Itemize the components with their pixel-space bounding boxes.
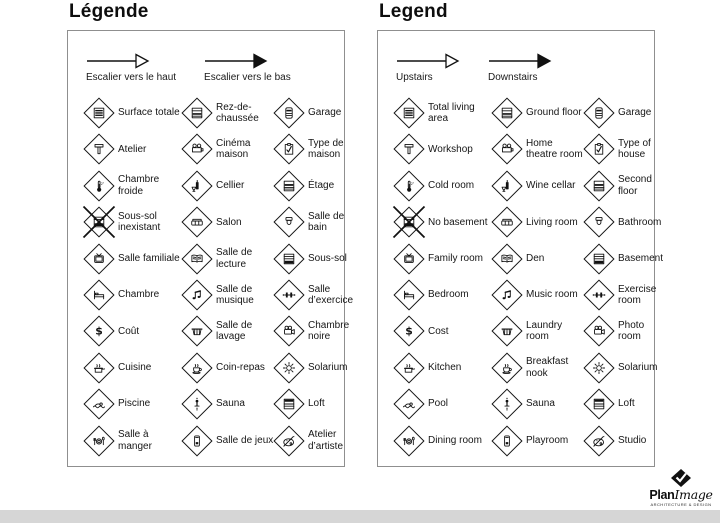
legend-item (394, 134, 492, 164)
stairs-down-key (204, 53, 291, 83)
legend-item (394, 207, 492, 237)
garage-icon (584, 98, 614, 128)
legend-item (84, 353, 182, 383)
legend-item-label: Kitchen (428, 362, 462, 374)
tv-icon (84, 244, 114, 274)
legend-item-label: Chambre froide (118, 174, 160, 197)
legend-item (584, 244, 663, 274)
legend-item (492, 244, 584, 274)
movie-camera-icon (274, 316, 304, 346)
legend-item-label: Atelier d’artiste (308, 429, 344, 452)
legend-item (584, 389, 663, 419)
legend-item-label: Chambre (118, 289, 160, 301)
panel-box-french (67, 30, 354, 467)
legend-item-label: Loft (308, 398, 325, 410)
legend-item-label: Photo room (618, 319, 645, 343)
logo-diamond-check-icon (670, 468, 692, 488)
svg-text:2°: 2° (100, 181, 105, 186)
legend-item (182, 426, 274, 456)
legend-grid (394, 95, 664, 459)
legend-item-label: Salle à manger (118, 429, 152, 452)
legend-item-label: Cost (428, 325, 449, 337)
sofa-icon (182, 207, 212, 237)
cooking-pot-icon (84, 353, 114, 383)
arrow-label: Upstairs (396, 71, 433, 83)
legend-item (84, 244, 182, 274)
legend-item (492, 389, 584, 419)
legend-item-label: Piscine (118, 398, 151, 410)
swimmer-icon (394, 389, 424, 419)
legend-item-label: Dining room (428, 434, 482, 446)
logo-word-plan: Plan (649, 488, 675, 502)
legend-item (492, 207, 584, 237)
legend-item-label: Type de maison (308, 137, 344, 161)
legend-item-label: Garage (618, 107, 652, 119)
svg-text:$: $ (405, 325, 413, 339)
legend-item (492, 426, 584, 456)
stairs-down-key (488, 53, 552, 83)
legend-item-label: Rez-de-chaussée (216, 101, 259, 125)
legend-item-label: Étage (308, 180, 335, 192)
legend-item-label: Laundry room (526, 319, 563, 343)
coffee-cup-icon (182, 353, 212, 383)
hammer-icon (394, 134, 424, 164)
wine-icon (492, 171, 522, 201)
projector-icon (492, 134, 522, 164)
legend-item (274, 353, 353, 383)
legend-item-label: Workshop (428, 143, 473, 155)
legend-item (394, 316, 492, 346)
legend-item-label: Cellier (216, 180, 245, 192)
hammer-icon (84, 134, 114, 164)
levels-mid-icon (274, 171, 304, 201)
levels-bottom-icon (274, 244, 304, 274)
sauna-person-icon (182, 389, 212, 419)
bed-icon (394, 280, 424, 310)
legend-item (394, 389, 492, 419)
legend-item (492, 134, 584, 164)
legend-item (182, 207, 274, 237)
legend-item-label: Bathroom (618, 216, 662, 228)
legend-item-label: Salle de musique (216, 283, 254, 307)
planimage-logo (647, 468, 715, 507)
legend-item (274, 389, 353, 419)
legend-item (84, 426, 182, 456)
clipboard-check-icon (274, 134, 304, 164)
legend-item-label: Type of house (618, 137, 651, 161)
legend-item-label: Exercise room (618, 283, 657, 307)
legend-item-label: Garage (308, 107, 342, 119)
legend-item (492, 280, 584, 310)
legend-item-label: Den (526, 252, 545, 264)
legend-item (584, 316, 663, 346)
legend-item (182, 353, 274, 383)
legend-item-label: Pool (428, 398, 449, 410)
logo-wordmark (647, 489, 715, 502)
plate-cutlery-icon (394, 426, 424, 456)
legend-grid (84, 95, 354, 459)
legend-item (182, 134, 274, 164)
legend-item-label: Music room (526, 289, 578, 301)
dumbbell-icon (584, 280, 614, 310)
legend-item-label: Family room (428, 252, 484, 264)
stairs-up-key (86, 53, 176, 83)
legend-item (492, 171, 584, 201)
legend-item (84, 207, 182, 237)
legend-item (584, 353, 663, 383)
coffee-cup-icon (492, 353, 522, 383)
legend-item-label: Basement (618, 252, 664, 264)
logo-word-image: Image (674, 487, 713, 502)
legend-item (84, 280, 182, 310)
legend-item-label: Coût (118, 325, 140, 337)
legend-item (182, 244, 274, 274)
levels-top-icon (584, 389, 614, 419)
legend-item-label: Cinéma maison (216, 137, 251, 161)
legend-item-label: Sauna (526, 398, 555, 410)
garage-icon (274, 98, 304, 128)
legend-item (182, 171, 274, 201)
stairs-up-key (396, 53, 460, 83)
legend-item (84, 98, 182, 128)
wine-icon (182, 171, 212, 201)
legend-item (274, 244, 353, 274)
sun-icon (584, 353, 614, 383)
arrow-label: Downstairs (488, 71, 538, 83)
arrow-key (86, 53, 336, 83)
legend-item (84, 171, 182, 201)
legend-item-label: Sous-sol (308, 252, 347, 264)
legend-item (274, 98, 353, 128)
laundry-basket-icon (492, 316, 522, 346)
legend-item-label: Second floor (618, 174, 652, 197)
legend-item (394, 171, 492, 201)
legend-item-label: Total living area (428, 101, 475, 125)
legend-item (492, 316, 584, 346)
stairs-up-arrow-icon (86, 53, 150, 69)
legend-item (584, 171, 663, 201)
legend-item-label: Solarium (618, 362, 658, 374)
toilet-icon (274, 207, 304, 237)
arrow-key (396, 53, 646, 83)
logo-tagline: ARCHITECTURE & DESIGN (650, 502, 712, 507)
legend-item (584, 134, 663, 164)
levels-low-icon (182, 98, 212, 128)
bed-icon (84, 280, 114, 310)
levels-all-icon (84, 98, 114, 128)
projector-icon (182, 134, 212, 164)
cooking-pot-icon (394, 353, 424, 383)
legend-item-label: Atelier (118, 143, 147, 155)
toilet-icon (584, 207, 614, 237)
thermometer-icon (394, 171, 424, 201)
legend-item (584, 280, 663, 310)
legend-item-label: Cuisine (118, 362, 152, 374)
legend-item (182, 98, 274, 128)
legend-item (274, 316, 353, 346)
legend-item-label: No basement (428, 216, 488, 228)
stairs-down-arrow-icon (204, 53, 268, 69)
arrow-label: Escalier vers le bas (204, 71, 291, 83)
music-notes-icon (492, 280, 522, 310)
tv-icon (394, 244, 424, 274)
legend-item (274, 171, 353, 201)
legend-item-label: Bedroom (428, 289, 469, 301)
legend-item (84, 134, 182, 164)
sun-icon (274, 353, 304, 383)
palette-icon (274, 426, 304, 456)
legend-item-label: Wine cellar (526, 180, 576, 192)
legend-item-label: Playroom (526, 434, 569, 446)
sofa-icon (492, 207, 522, 237)
legend-item-label: Salle d’exercice (308, 283, 354, 307)
legend-item (274, 207, 353, 237)
legend-item-label: Salon (216, 216, 242, 228)
legend-item-label: Surface totale (118, 107, 180, 119)
no-basement-icon (394, 207, 424, 237)
no-basement-icon (84, 207, 114, 237)
legend-item (182, 316, 274, 346)
levels-all-icon (394, 98, 424, 128)
swimmer-icon (84, 389, 114, 419)
legend-panel-french (67, 1, 354, 467)
legend-item (492, 353, 584, 383)
legend-item (394, 426, 492, 456)
dollar-icon (84, 316, 114, 346)
legend-item (584, 207, 663, 237)
panel-title-french: Légende (69, 1, 149, 22)
legend-item-label: Coin-repas (216, 362, 265, 374)
laundry-basket-icon (182, 316, 212, 346)
legend-item-label: Solarium (308, 362, 348, 374)
legend-item (182, 389, 274, 419)
arrow-label: Escalier vers le haut (86, 71, 177, 83)
legend-item-label: Cold room (428, 180, 475, 192)
legend-item (84, 316, 182, 346)
legend-item-label: Studio (618, 434, 647, 446)
legend-item-label: Salle de jeux (216, 434, 274, 446)
dumbbell-icon (274, 280, 304, 310)
levels-bottom-icon (584, 244, 614, 274)
book-icon (182, 244, 212, 274)
panel-box-english (377, 30, 664, 467)
legend-item-label: Sauna (216, 398, 245, 410)
legend-item-label: Ground floor (526, 107, 582, 119)
legend-item (584, 98, 663, 128)
legend-item (274, 426, 353, 456)
legend-panel-english (377, 1, 664, 467)
legend-item-label: Loft (618, 398, 635, 410)
palette-icon (584, 426, 614, 456)
legend-item (84, 389, 182, 419)
sauna-person-icon (492, 389, 522, 419)
legend-item (394, 280, 492, 310)
dollar-icon (394, 316, 424, 346)
stairs-up-arrow-icon (396, 53, 460, 69)
thermometer-icon (84, 171, 114, 201)
legend-item (182, 280, 274, 310)
legend-item-label: Breakfast nook (526, 356, 569, 379)
levels-mid-icon (584, 171, 614, 201)
legend-item-label: Sous-sol inexistant (118, 210, 161, 234)
stairs-down-arrow-icon (488, 53, 552, 69)
clipboard-check-icon (584, 134, 614, 164)
legend-item (394, 353, 492, 383)
legend-item-label: Chambre noire (308, 319, 350, 343)
legend-item (274, 280, 353, 310)
movie-camera-icon (584, 316, 614, 346)
book-icon (492, 244, 522, 274)
legend-item (584, 426, 663, 456)
legend-item (394, 244, 492, 274)
music-notes-icon (182, 280, 212, 310)
legend-item (492, 98, 584, 128)
legend-item-label: Living room (526, 216, 578, 228)
levels-low-icon (492, 98, 522, 128)
plate-cutlery-icon (84, 426, 114, 456)
arcade-icon (492, 426, 522, 456)
footer-bar (0, 510, 720, 523)
legend-item-label: Salle familiale (118, 252, 180, 264)
panel-title-english: Legend (379, 1, 448, 22)
svg-text:$: $ (95, 325, 103, 339)
legend-item-label: Home theatre room (526, 137, 583, 161)
legend-item (394, 98, 492, 128)
legend-item (274, 134, 353, 164)
legend-item-label: Salle de bain (308, 210, 345, 234)
arcade-icon (182, 426, 212, 456)
levels-top-icon (274, 389, 304, 419)
legend-item-label: Salle de lecture (216, 247, 253, 270)
legend-item-label: Salle de lavage (216, 319, 253, 343)
svg-text:2°: 2° (410, 181, 415, 186)
